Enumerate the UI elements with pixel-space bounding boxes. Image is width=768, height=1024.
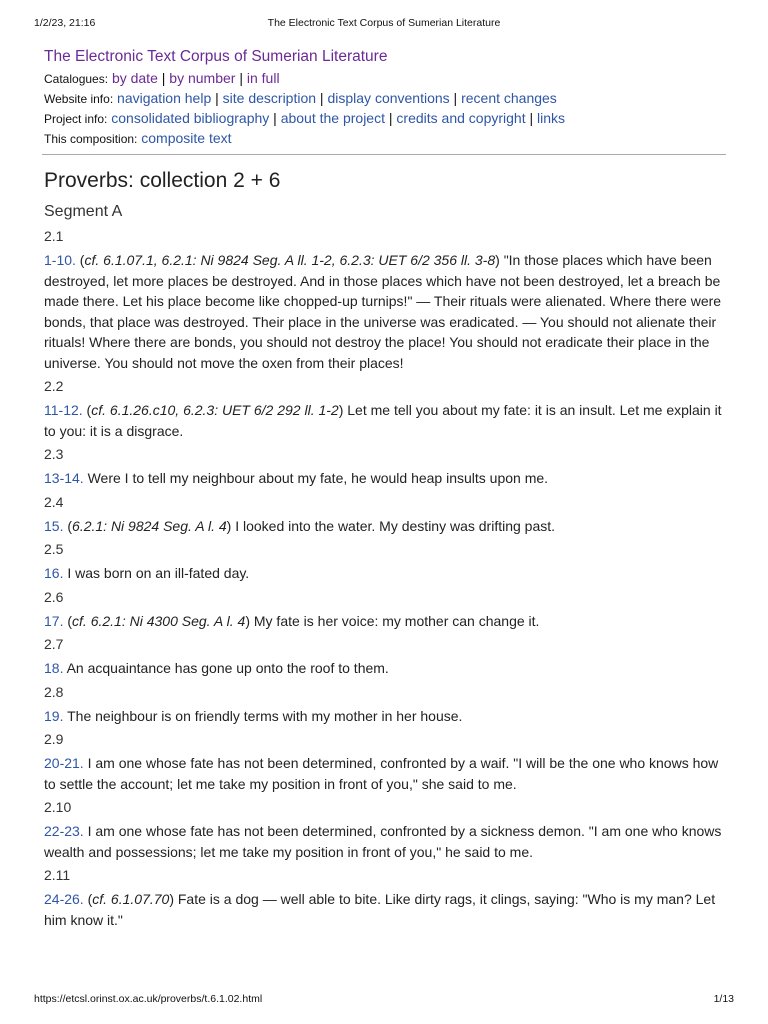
proverb-entry <box>44 441 724 489</box>
recent-changes-link[interactable]: recent changes <box>461 90 557 106</box>
proverb-text <box>44 468 724 489</box>
translation-text: ) My fate is her voice: my mother can change it. <box>245 612 540 629</box>
proverb-entry <box>44 489 724 537</box>
line-number-link[interactable]: 16. <box>44 565 64 581</box>
proverb-entry <box>44 726 724 794</box>
proverb-text <box>44 821 724 862</box>
proverb-number: 2.7 <box>44 636 64 652</box>
about-the-project-link[interactable]: about the project <box>280 110 385 126</box>
proverb-text <box>44 889 724 930</box>
print-header <box>34 17 734 31</box>
nav-separator: | <box>316 90 328 106</box>
translation-text: ) Fate is a dog — well able to bite. Like dirty rags, it clings, saying: "Who is my man? Let him know it." <box>44 891 716 928</box>
line-number-link[interactable]: 15. <box>44 517 64 534</box>
catalogue-in-full-link[interactable]: in full <box>246 70 280 86</box>
proverb-entry <box>44 679 724 727</box>
reference-open-paren: ( <box>75 252 85 268</box>
proverb-entry <box>44 862 724 930</box>
line-number-link[interactable]: 11-12. <box>44 402 83 418</box>
project-info-label: Project info: <box>44 112 108 126</box>
composition-nav <box>44 128 724 148</box>
reference-open-paren: ( <box>63 517 73 534</box>
proverb-entry <box>44 794 724 862</box>
proverb-text <box>44 250 724 373</box>
composition-title: Proverbs: collection 2 + 6 <box>44 169 281 192</box>
line-number-link[interactable]: 1-10. <box>44 252 76 268</box>
nav-separator: | <box>269 110 281 126</box>
nav-separator: | <box>384 110 397 126</box>
reference-open-paren: ( <box>63 612 73 629</box>
proverb-number: 2.6 <box>44 588 64 605</box>
catalogues-label: Catalogues: <box>44 72 109 86</box>
navigation-help-link[interactable]: navigation help <box>117 90 212 106</box>
proverb-number: 2.11 <box>44 867 71 883</box>
website-info-label: Website info: <box>44 92 114 106</box>
print-page-number: 1/13 <box>713 993 734 1005</box>
proverb-text <box>44 563 724 584</box>
proverb-number: 2.5 <box>44 541 64 557</box>
proverb-list <box>44 223 724 930</box>
proverb-number: 2.3 <box>44 446 64 462</box>
proverb-text <box>44 658 724 679</box>
catalogue-by-number-link[interactable]: by number <box>169 70 236 86</box>
proverb-number: 2.9 <box>44 731 64 747</box>
proverb-number: 2.10 <box>44 799 72 815</box>
nav-separator: | <box>157 70 170 86</box>
line-number-link[interactable]: 20-21. <box>44 755 84 771</box>
project-info-nav <box>44 108 724 128</box>
catalogues-nav <box>44 68 724 88</box>
display-conventions-link[interactable]: display conventions <box>327 90 450 106</box>
links-link[interactable]: links <box>537 110 566 126</box>
proverb-text <box>44 400 724 441</box>
print-url: https://etcsl.orinst.ox.ac.uk/proverbs/t.6.1.02.html <box>34 993 263 1005</box>
cross-reference: cf. 6.2.1: Ni 4300 Seg. A l. 4 <box>72 612 246 629</box>
print-footer <box>34 993 734 1007</box>
nav-separator: | <box>235 70 247 86</box>
nav-separator: | <box>211 90 223 106</box>
translation-text: Were I to tell my neighbour about my fate, he would heap insults upon me. <box>83 470 549 486</box>
proverb-number: 2.8 <box>44 683 64 700</box>
cross-reference: cf. 6.1.07.70 <box>92 891 170 907</box>
proverb-text <box>44 611 724 632</box>
composition-label: This composition: <box>44 132 138 146</box>
proverb-number: 2.2 <box>44 378 64 394</box>
credits-and-copyright-link[interactable]: credits and copyright <box>396 110 526 126</box>
proverb-number: 2.1 <box>44 228 64 244</box>
cross-reference: cf. 6.1.07.1, 6.2.1: Ni 9824 Seg. A ll. 1-2, 6.2.3: UET 6/2 356 ll. 3-8 <box>84 252 496 268</box>
line-number-link[interactable]: 13-14. <box>44 470 84 486</box>
proverb-entry <box>44 631 724 679</box>
nav-separator: | <box>449 90 462 106</box>
translation-text: The neighbour is on friendly terms with my mother in her house. <box>63 707 463 724</box>
line-number-link[interactable]: 18. <box>44 660 64 676</box>
translation-text: I was born on an ill-fated day. <box>63 565 250 581</box>
translation-text: ) I looked into the water. My destiny was drifting past. <box>226 517 556 534</box>
proverb-text <box>44 516 724 537</box>
line-number-link[interactable]: 24-26. <box>44 891 84 907</box>
proverb-entry <box>44 373 724 441</box>
translation-text: An acquaintance has gone up onto the roof to them. <box>63 660 389 676</box>
nav-separator: | <box>525 110 538 126</box>
proverb-text <box>44 753 724 794</box>
translation-text: ) "In those places which have been destroyed, let more places be destroyed. And in those places which have not been destroyed, let a breach be made there. Let his place become like chopped-up turnips!" — Their rituals were alienated. Where there were bonds, that place was destroyed. Their place in the universe was eradicated. — You should not alienate their rituals! Where there are bonds, you should not destroy the place! You should not eradicate their place in the universe. You should not move the oxen from their places! <box>44 252 722 371</box>
segment-heading: Segment A <box>44 203 123 220</box>
website-info-nav <box>44 88 724 108</box>
proverb-entry <box>44 584 724 632</box>
cross-reference: cf. 6.1.26.c10, 6.2.3: UET 6/2 292 ll. 1-2 <box>91 402 339 418</box>
reference-open-paren: ( <box>83 891 93 907</box>
translation-text: ) Let me tell you about my fate: it is an insult. Let me explain it to you: it is a disgrace. <box>44 402 722 439</box>
site-description-link[interactable]: site description <box>222 90 317 106</box>
horizontal-divider <box>42 154 726 155</box>
cross-reference: 6.2.1: Ni 9824 Seg. A l. 4 <box>72 517 227 534</box>
print-timestamp: 1/2/23, 21:16 <box>34 17 96 29</box>
reference-open-paren: ( <box>82 402 92 418</box>
proverb-number: 2.4 <box>44 493 64 510</box>
composite-text-link[interactable]: composite text <box>141 130 232 146</box>
proverb-entry <box>44 536 724 584</box>
line-number-link[interactable]: 22-23. <box>44 823 84 839</box>
site-title[interactable]: The Electronic Text Corpus of Sumerian Literature <box>44 48 388 65</box>
translation-text: I am one whose fate has not been determined, confronted by a sickness demon. "I am one who knows wealth and possessions; let me take my position in front of you," he said to me. <box>44 823 722 860</box>
catalogue-by-date-link[interactable]: by date <box>111 70 158 86</box>
proverb-text <box>44 706 724 727</box>
translation-text: I am one whose fate has not been determined, confronted by a waif. "I will be the one who knows how to settle the account; let me take my position in front of you," she said to me. <box>44 755 719 792</box>
line-number-link[interactable]: 19. <box>44 707 64 724</box>
consolidated-bibliography-link[interactable]: consolidated bibliography <box>111 110 270 126</box>
print-page-title: The Electronic Text Corpus of Sumerian Literature <box>267 17 501 29</box>
page-content <box>44 46 724 930</box>
line-number-link[interactable]: 17. <box>44 612 64 629</box>
proverb-entry <box>44 223 724 373</box>
